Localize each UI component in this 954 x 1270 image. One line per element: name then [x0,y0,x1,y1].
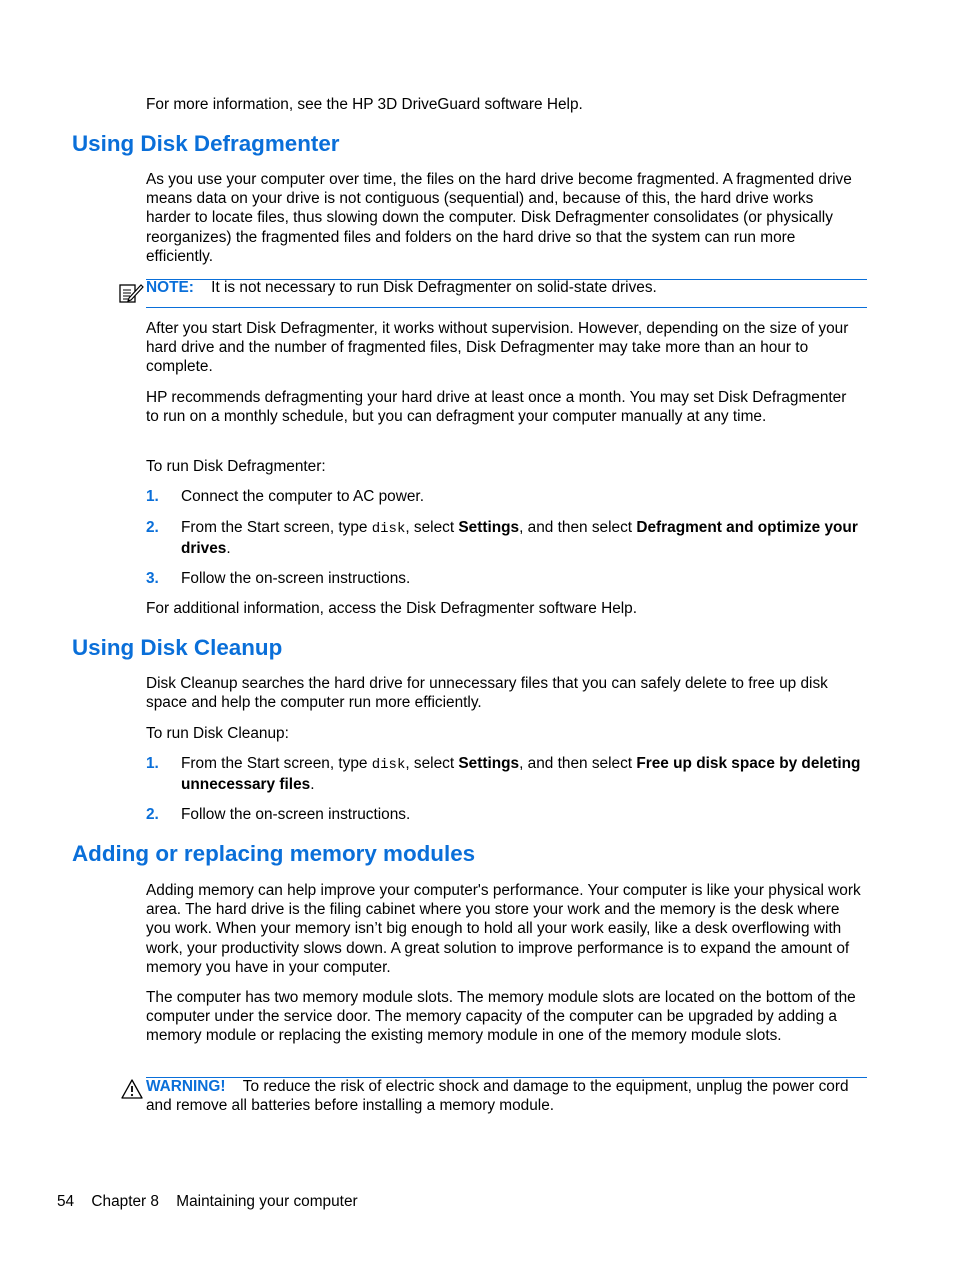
defrag-additional-info: For additional information, access the Disk Defragmenter software Help. [146,600,638,617]
footer-title: Maintaining your computer [176,1193,358,1210]
warning-triangle-icon [121,1079,143,1104]
heading-memory-modules: Adding or replacing memory modules [72,841,476,866]
ui-defragment-optimize: Defragment and optimize your drives [181,519,858,558]
defrag-step-2-text: From the Start screen, type disk, select Settings, and then select Defragment and optimize your drives. [181,519,858,558]
cleanup-step-2-number: 2. [146,806,159,823]
page-footer [57,1192,371,1211]
heading-disk-cleanup: Using Disk Cleanup [72,635,283,660]
cleanup-step-2-text: Follow the on-screen instructions. [181,806,411,823]
ui-free-up-disk-space: Free up disk space by deleting unnecessary files [181,755,861,794]
defrag-intro-paragraph: As you use your computer over time, the files on the hard drive become fragmented. A fragmented drive means data on your drive is not contiguous (sequential) and, because of this, the hard drive works harder to locate files, thus slowing down the computer. Disk Defragmenter consolidates (or physically reorganizes) the fragmented files and folders on the hard drive so that the system can run more efficiently. [146,171,852,265]
cleanup-run-intro: To run Disk Cleanup: [146,725,289,742]
defrag-step-1-number: 1. [146,488,159,505]
defrag-step-3-number: 3. [146,570,159,587]
defrag-step-2-number: 2. [146,519,159,536]
defrag-recommend-paragraph: HP recommends defragmenting your hard drive at least once a month. You may set Disk Defragmenter to run on a monthly schedule, but you can defragment your computer manually at any time. [146,389,847,426]
defrag-run-intro: To run Disk Defragmenter: [146,458,326,475]
warning-block [146,1077,862,1115]
heading-disk-defragmenter: Using Disk Defragmenter [72,131,340,156]
code-disk: disk [371,521,406,537]
cleanup-step-1-number: 1. [146,755,159,772]
defrag-supervision-paragraph: After you start Disk Defragmenter, it works without supervision. However, depending on the size of your hard drive and the number of fragmented files, Disk Defragmenter may take more than an hour to complete. [146,320,849,376]
note-label: NOTE: [146,279,194,296]
page-number: 54 [57,1193,75,1210]
code-disk: disk [371,757,406,773]
cleanup-step-1-text: From the Start screen, type disk, select Settings, and then select Free up disk space by deleting unnecessary files. [181,755,861,794]
defrag-step-1-text: Connect the computer to AC power. [181,488,424,505]
ui-settings: Settings [458,519,520,536]
note-bottom-rule [146,307,867,308]
footer-chapter: Chapter 8 [91,1193,159,1210]
note-text: It is not necessary to run Disk Defragmenter on solid-state drives. [211,279,657,296]
memory-intro-paragraph: Adding memory can help improve your computer's performance. Your computer is like your physical work area. The hard drive is the filing cabinet where you store your work and the memory is the desk where you work. When your memory isn’t big enough to hold all your work easily, like a desk overflowing with work, your productivity slows down. A great solution to improve performance is to expand the amount of memory you have in your computer. [146,882,861,976]
defrag-step-3-text: Follow the on-screen instructions. [181,570,411,587]
warning-label: WARNING! [146,1078,226,1095]
cleanup-intro-paragraph: Disk Cleanup searches the hard drive for unnecessary files that you can safely delete to free up disk space and help the computer run more efficiently. [146,675,828,712]
intro-paragraph: For more information, see the HP 3D DriveGuard software Help. [146,96,583,113]
note-pencil-icon [118,282,144,309]
note-block [146,278,862,297]
ui-settings: Settings [458,755,520,772]
warning-text: To reduce the risk of electric shock and damage to the equipment, unplug the power cord and remove all batteries before installing a memory module. [146,1078,849,1115]
memory-slots-paragraph: The computer has two memory module slots. The memory module slots are located on the bottom of the computer under the service door. The memory capacity of the computer can be upgraded by adding a memory module or replacing the existing memory module in one of the memory module slots. [146,989,856,1045]
